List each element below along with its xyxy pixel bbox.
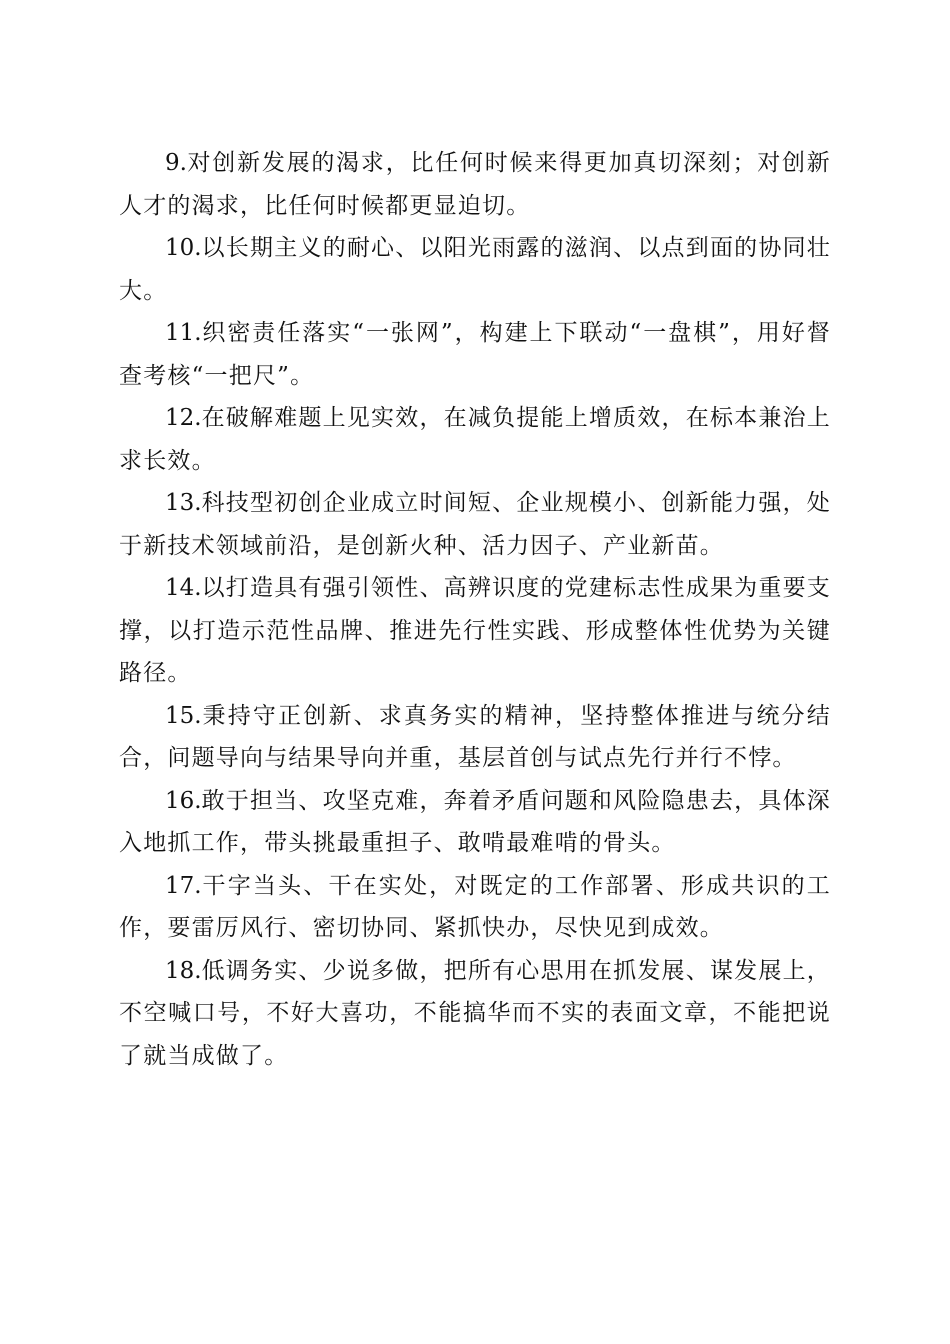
paragraph-number: 15. — [165, 702, 202, 729]
paragraph-11 — [119, 312, 831, 397]
paragraph-text: 以长期主义的耐心、以阳光雨露的滋润、以点到面的协同壮大。 — [119, 235, 831, 304]
document-page — [119, 142, 831, 1077]
paragraph-text: 秉持守正创新、求真务实的精神，坚持整体推进与统分结合，问题导向与结果导向并重，基层首创与试点先行并行不悖。 — [119, 702, 831, 771]
paragraph-number: 17. — [165, 872, 202, 899]
paragraph-12 — [119, 397, 831, 482]
paragraph-text: 科技型初创企业成立时间短、企业规模小、创新能力强，处于新技术领域前沿，是创新火种、活力因子、产业新苗。 — [119, 490, 831, 559]
paragraph-number: 18. — [165, 957, 202, 984]
paragraph-number: 14. — [165, 575, 202, 601]
paragraph-10 — [119, 227, 831, 312]
paragraph-15 — [119, 695, 831, 780]
paragraph-number: 10. — [165, 235, 202, 261]
paragraph-18 — [119, 950, 831, 1078]
paragraph-number: 11. — [165, 320, 202, 346]
paragraph-number: 9. — [165, 150, 187, 176]
paragraph-text: 在破解难题上见实效，在减负提能上增质效，在标本兼治上求长效。 — [119, 405, 831, 474]
paragraph-text: 低调务实、少说多做，把所有心思用在抓发展、谋发展上，不空喊口号，不好大喜功，不能搞华而不实的表面文章，不能把说了就当成做了。 — [119, 957, 831, 1069]
paragraph-16 — [119, 780, 831, 865]
paragraph-text: 织密责任落实“一张网”，构建上下联动“一盘棋”，用好督查考核“一把尺”。 — [119, 320, 831, 389]
paragraph-number: 13. — [165, 490, 202, 516]
paragraph-17 — [119, 865, 831, 950]
paragraph-13 — [119, 482, 831, 567]
paragraph-number: 12. — [165, 405, 202, 431]
paragraph-14 — [119, 567, 831, 695]
paragraph-9 — [119, 142, 831, 227]
paragraph-text: 敢于担当、攻坚克难，奔着矛盾问题和风险隐患去，具体深入地抓工作，带头挑最重担子、敢啃最难啃的骨头。 — [119, 787, 831, 856]
paragraph-text: 干字当头、干在实处，对既定的工作部署、形成共识的工作，要雷厉风行、密切协同、紧抓快办，尽快见到成效。 — [119, 872, 831, 941]
paragraph-text: 对创新发展的渴求，比任何时候来得更加真切深刻；对创新人才的渴求，比任何时候都更显迫切。 — [119, 150, 831, 219]
paragraph-number: 16. — [165, 787, 202, 814]
paragraph-text: 以打造具有强引领性、高辨识度的党建标志性成果为重要支撑，以打造示范性品牌、推进先行性实践、形成整体性优势为关键路径。 — [119, 575, 831, 686]
